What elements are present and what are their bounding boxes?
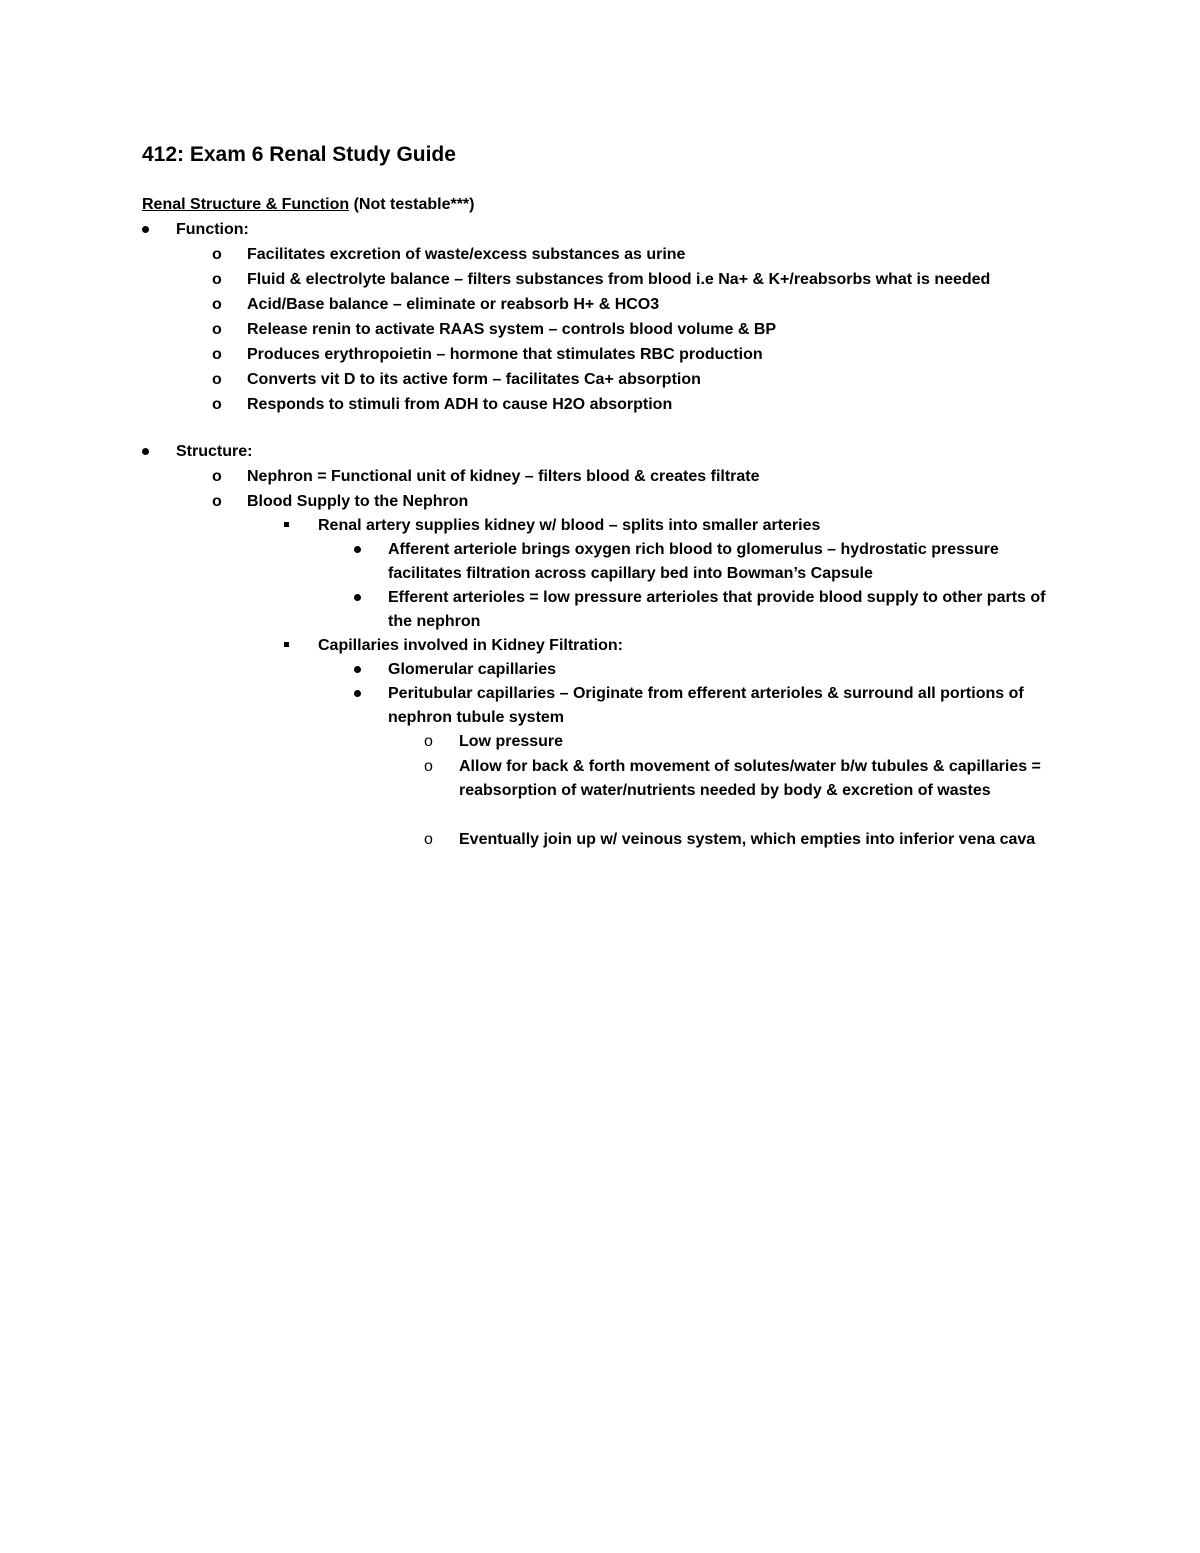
- document-title: 412: Exam 6 Renal Study Guide: [142, 143, 456, 166]
- function-label: Function:: [176, 221, 249, 238]
- o-bullet-icon: o: [424, 758, 433, 775]
- nephron-item: Nephron = Functional unit of kidney – filters blood & creates filtrate: [247, 468, 760, 485]
- afferent-item: Afferent arteriole brings oxygen rich blood to glomerulus – hydrostatic pressure facilitates filtration across capillary bed into Bowman’s Capsule: [388, 541, 999, 582]
- peritubular-sub-item: Low pressure: [459, 733, 564, 750]
- square-bullet-icon: [284, 642, 289, 647]
- peritubular-sub-item: Eventually join up w/ veinous system, which empties into inferior vena cava: [459, 831, 1036, 848]
- glomerular-item: Glomerular capillaries: [388, 661, 557, 678]
- o-bullet-icon: o: [212, 493, 222, 510]
- o-bullet-icon: o: [424, 831, 433, 848]
- o-bullet-icon: o: [212, 346, 222, 363]
- bullet-dot-icon: [354, 594, 361, 601]
- o-bullet-icon: o: [212, 321, 222, 338]
- blood-supply-label: Blood Supply to the Nephron: [247, 493, 469, 510]
- square-bullet-icon: [284, 522, 289, 527]
- bullet-dot-icon: [354, 690, 361, 697]
- function-item: Responds to stimuli from ADH to cause H2O absorption: [247, 396, 673, 413]
- structure-label: Structure:: [176, 443, 253, 460]
- o-bullet-icon: o: [212, 371, 222, 388]
- peritubular-sub-item: Allow for back & forth movement of solutes/water b/w tubules & capillaries = reabsorption of water/nutrients needed by body & excretion of wastes: [459, 758, 1041, 799]
- bullet-dot-icon: [354, 546, 361, 553]
- function-item: Fluid & electrolyte balance – filters substances from blood i.e Na+ & K+/reabsorbs what is needed: [247, 271, 991, 288]
- o-bullet-icon: o: [212, 468, 222, 485]
- efferent-item: Efferent arterioles = low pressure arterioles that provide blood supply to other parts of the nephron: [388, 589, 1046, 630]
- bullet-dot-icon: [142, 226, 149, 233]
- renal-artery-item: Renal artery supplies kidney w/ blood – splits into smaller arteries: [318, 517, 821, 534]
- peritubular-item: Peritubular capillaries – Originate from efferent arterioles & surround all portions of nephron tubule system: [388, 685, 1024, 726]
- section-heading: [142, 196, 474, 214]
- capillaries-label: Capillaries involved in Kidney Filtration:: [318, 637, 623, 654]
- function-item: Facilitates excretion of waste/excess substances as urine: [247, 246, 686, 263]
- o-bullet-icon: o: [212, 271, 222, 288]
- bullet-dot-icon: [142, 448, 149, 455]
- o-bullet-icon: o: [212, 246, 222, 263]
- section-heading-underlined: Renal Structure & Function: [142, 196, 350, 213]
- o-bullet-icon: o: [424, 733, 433, 750]
- function-item: Converts vit D to its active form – facilitates Ca+ absorption: [247, 371, 701, 388]
- bullet-dot-icon: [354, 666, 361, 673]
- function-item: Release renin to activate RAAS system – controls blood volume & BP: [247, 321, 777, 338]
- section-heading-note: (Not testable***): [349, 196, 475, 213]
- o-bullet-icon: o: [212, 396, 222, 413]
- function-item: Produces erythropoietin – hormone that stimulates RBC production: [247, 346, 763, 363]
- o-bullet-icon: o: [212, 296, 222, 313]
- function-item: Acid/Base balance – eliminate or reabsorb H+ & HCO3: [247, 296, 660, 313]
